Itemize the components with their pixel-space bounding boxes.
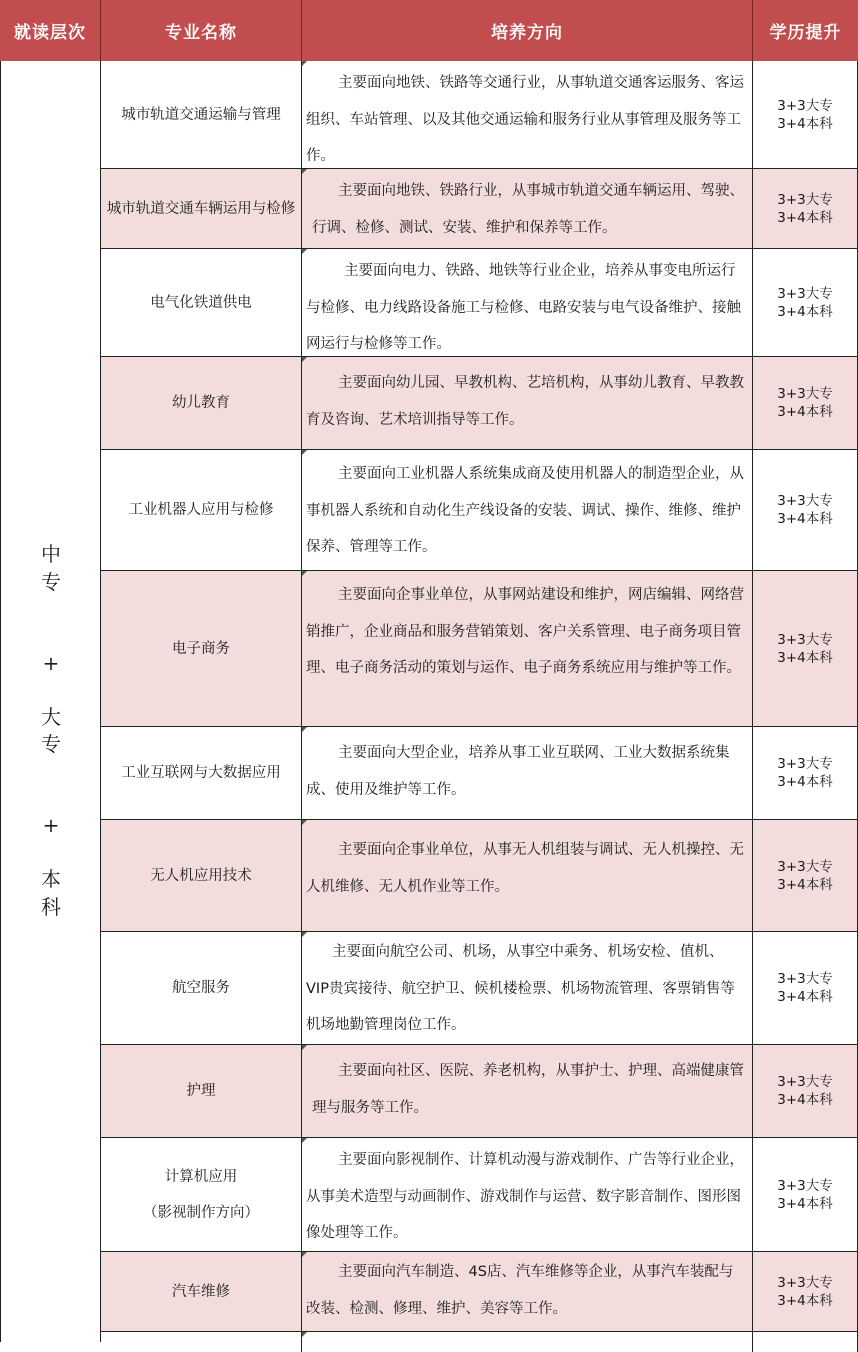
upgrade-cell <box>753 169 858 248</box>
level-ben: 本 <box>41 867 61 891</box>
upgrade-dazhuan: 3+3大专 <box>777 971 833 987</box>
major-name: 工业互联网与大数据应用 <box>121 765 281 781</box>
cell-marker-icon <box>302 249 307 254</box>
level-cell <box>0 61 101 1342</box>
level-plus-1: + <box>42 651 60 675</box>
table-row <box>101 1138 858 1252</box>
header-upgrade: 学历提升 <box>769 23 842 43</box>
upgrade-cell <box>753 1045 858 1137</box>
direction-cell <box>302 932 753 1044</box>
upgrade-dazhuan: 3+3大专 <box>777 756 833 772</box>
table-header <box>0 0 858 62</box>
cell-marker-icon <box>302 61 307 66</box>
cell-marker-icon <box>302 1252 307 1257</box>
direction-cell <box>302 1045 753 1137</box>
direction-cell <box>302 357 753 449</box>
direction-cell <box>302 169 753 248</box>
direction-text: 主要面向影视制作、计算机动漫与游戏制作、广告等行业企业，从事美术造型与动画制作、游戏制作与运营、数字影音制作、图形图像处理等工作。 <box>306 1152 744 1241</box>
table-row <box>101 1045 858 1138</box>
upgrade-cell <box>753 450 858 570</box>
major-name-cell <box>101 357 302 449</box>
upgrade-dazhuan: 3+3大专 <box>777 631 833 648</box>
table-row-partial <box>101 1332 858 1352</box>
major-name: 幼儿教育 <box>172 395 230 411</box>
direction-text: 主要面向航空公司、机场，从事空中乘务、机场安检、值机、VIP贵宾接待、航空护卫、候机楼检票、机场物流管理、客票销售等机场地勤管理岗位工作。 <box>306 944 735 1033</box>
direction-cell <box>302 727 753 819</box>
upgrade-cell <box>753 1332 858 1352</box>
upgrade-cell <box>753 61 858 168</box>
table-row <box>101 61 858 169</box>
upgrade-benke: 3+4本科 <box>777 649 833 666</box>
table-row <box>101 571 858 727</box>
direction-text: 主要面向企事业单位，从事无人机组装与调试、无人机操控、无人机维修、无人机作业等工作。 <box>306 842 744 895</box>
upgrade-cell <box>753 932 858 1044</box>
cell-marker-icon <box>302 450 307 455</box>
table-row <box>101 357 858 450</box>
major-name: 计算机应用 <box>164 1168 238 1185</box>
direction-cell <box>302 249 753 356</box>
upgrade-dazhuan: 3+3大专 <box>777 285 833 302</box>
upgrade-cell <box>753 1252 858 1331</box>
table-row <box>101 727 858 820</box>
cell-marker-icon <box>302 820 307 825</box>
cell-marker-icon <box>302 357 307 362</box>
major-name-cell <box>101 249 302 356</box>
upgrade-benke: 3+4本科 <box>777 1092 833 1108</box>
header-major: 专业名称 <box>101 0 302 61</box>
upgrade-benke: 3+4本科 <box>777 209 833 226</box>
major-name: 工业机器人应用与检修 <box>128 502 274 518</box>
level-da: 大 <box>41 705 61 729</box>
upgrade-benke: 3+4本科 <box>777 876 833 893</box>
table-row <box>101 1252 858 1332</box>
direction-text: 主要面向工业机器人系统集成商及使用机器人的制造型企业，从事机器人系统和自动化生产线设备的安装、调试、操作、维修、维护保养、管理等工作。 <box>306 466 744 555</box>
upgrade-benke: 3+4本科 <box>777 303 833 320</box>
cell-marker-icon <box>302 1045 307 1050</box>
major-name-cell <box>101 450 302 570</box>
upgrade-benke: 3+4本科 <box>777 1292 833 1309</box>
direction-text: 主要面向地铁、铁路等交通行业，从事轨道交通客运服务、客运组织、车站管理、以及其他交通运输和服务行业从事管理及服务等工作。 <box>306 75 744 164</box>
level-zhuan-1: 专 <box>41 570 61 594</box>
cell-marker-icon <box>302 571 307 576</box>
direction-cell <box>302 571 753 726</box>
direction-text: 主要面向电力、铁路、地铁等行业企业，培养从事变电所运行与检修、电力线路设备施工与检修、电路安装与电气设备维护、接触网运行与检修等工作。 <box>306 263 741 352</box>
upgrade-dazhuan: 3+3大专 <box>777 1177 833 1194</box>
major-name: 电气化铁道供电 <box>150 294 252 311</box>
table-row <box>101 820 858 932</box>
direction-cell <box>302 1252 753 1331</box>
major-name-cell <box>101 1045 302 1137</box>
header-direction: 培养方向 <box>302 0 753 61</box>
upgrade-dazhuan: 3+3大专 <box>777 1274 833 1291</box>
upgrade-cell <box>753 1138 858 1251</box>
upgrade-benke: 3+4本科 <box>777 989 833 1005</box>
direction-cell <box>302 61 753 168</box>
major-name: 无人机应用技术 <box>150 867 252 884</box>
table-row <box>101 932 858 1045</box>
upgrade-dazhuan: 3+3大专 <box>777 386 833 402</box>
upgrade-dazhuan: 3+3大专 <box>777 493 833 509</box>
major-name-cell <box>101 61 302 168</box>
upgrade-benke: 3+4本科 <box>777 774 833 790</box>
level-zhuan-2: 专 <box>41 732 61 756</box>
upgrade-dazhuan: 3+3大专 <box>777 858 833 875</box>
major-name: 城市轨道交通车辆运用与检修 <box>106 200 296 217</box>
direction-cell <box>302 1138 753 1251</box>
major-name: 城市轨道交通运输与管理 <box>121 106 281 123</box>
direction-text: 主要面向社区、医院、养老机构，从事护士、护理、高端健康管理与服务等工作。 <box>312 1063 744 1116</box>
cell-marker-icon <box>302 1332 307 1337</box>
major-name-cell <box>101 727 302 819</box>
major-name-cell <box>101 1252 302 1331</box>
upgrade-cell <box>753 571 858 726</box>
major-name: 护理 <box>186 1083 216 1099</box>
direction-text: 主要面向地铁、铁路行业，从事城市轨道交通车辆运用、驾驶、行调、检修、测试、安装、维护和保养等工作。 <box>312 183 744 236</box>
major-name: 航空服务 <box>172 980 230 996</box>
upgrade-benke: 3+4本科 <box>777 511 833 527</box>
upgrade-cell <box>753 357 858 449</box>
major-name-cell <box>101 932 302 1044</box>
direction-cell <box>302 1332 753 1352</box>
major-name-cell <box>101 820 302 931</box>
direction-text: 主要面向大型企业，培养从事工业互联网、工业大数据系统集成、使用及维护等工作。 <box>306 745 730 798</box>
level-ke: 科 <box>41 895 61 919</box>
major-name: 电子商务 <box>172 640 230 657</box>
upgrade-benke: 3+4本科 <box>777 404 833 420</box>
major-name-cell <box>101 571 302 726</box>
header-level: 就读层次 <box>0 0 101 61</box>
direction-cell <box>302 450 753 570</box>
upgrade-dazhuan: 3+3大专 <box>777 97 833 114</box>
upgrade-benke: 3+4本科 <box>777 115 833 132</box>
direction-text: 主要面向汽车制造、4S店、汽车维修等企业，从事汽车装配与改装、检测、修理、维护、美容等工作。 <box>306 1264 734 1317</box>
upgrade-cell <box>753 820 858 931</box>
upgrade-cell <box>753 249 858 356</box>
level-zhong: 中 <box>41 542 61 566</box>
direction-text: 主要面向企事业单位，从事网站建设和维护，网店编辑、网络营销推广，企业商品和服务营销策划、客户关系管理、电子商务项目管理、电子商务活动的策划与运作、电子商务系统应用与维护等工作。 <box>306 587 744 676</box>
major-name: 汽车维修 <box>172 1283 230 1300</box>
upgrade-benke: 3+4本科 <box>777 1195 833 1212</box>
major-name-cell <box>101 169 302 248</box>
cell-marker-icon <box>302 727 307 732</box>
cell-marker-icon <box>302 932 307 937</box>
level-plus-2: + <box>42 813 60 837</box>
upgrade-dazhuan: 3+3大专 <box>777 1074 833 1090</box>
direction-text: 主要面向幼儿园、早教机构、艺培机构，从事幼儿教育、早教教育及咨询、艺术培训指导等工作。 <box>306 375 744 428</box>
upgrade-cell <box>753 727 858 819</box>
table-row <box>101 169 858 249</box>
major-name-cell <box>101 1332 302 1352</box>
cell-marker-icon <box>302 1138 307 1143</box>
upgrade-dazhuan: 3+3大专 <box>777 191 833 208</box>
table-row <box>101 249 858 357</box>
major-name-cell <box>101 1138 302 1251</box>
cell-marker-icon <box>302 169 307 174</box>
major-name-sub: （影视制作方向） <box>143 1204 259 1221</box>
direction-cell <box>302 820 753 931</box>
table-row <box>101 450 858 571</box>
